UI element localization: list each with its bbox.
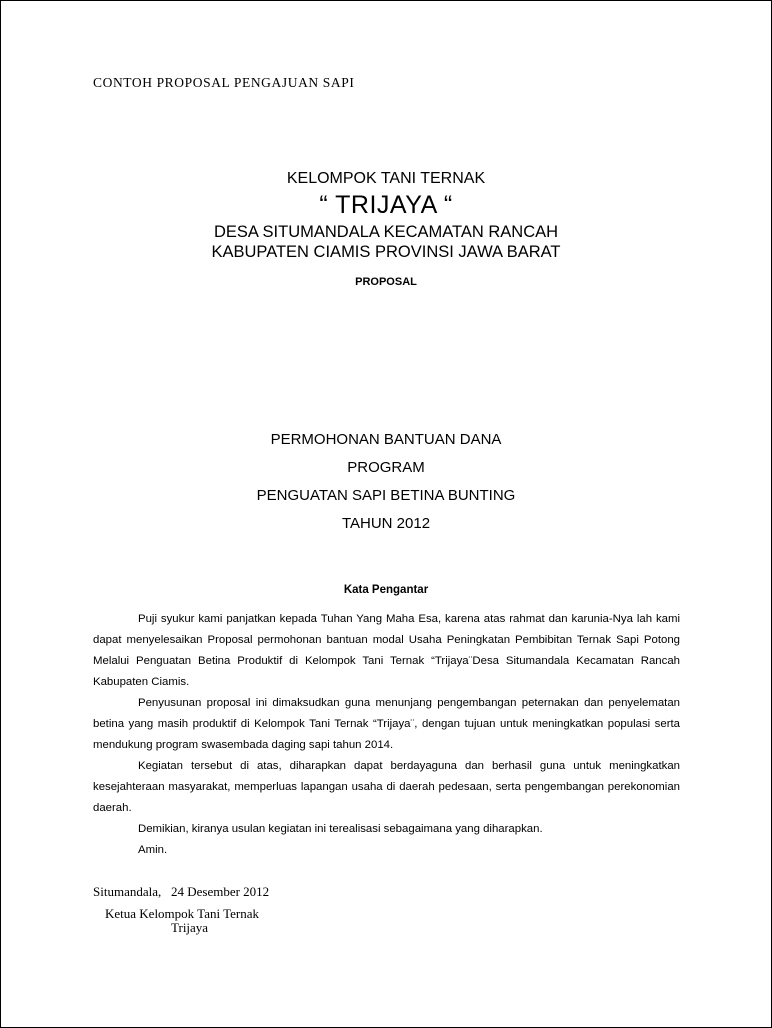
preface-heading: Kata Pengantar (343, 584, 429, 596)
signature-name: Trijaya (171, 920, 209, 935)
preface-paragraph: Puji syukur kami panjatkan kepada Tuhan Yang Maha Esa, karena atas rahmat dan karunia-Nya lah kami dapat menyelesaikan Proposal permohonan bantuan modal Usaha Peningkatan Pembibitan Ternak Sapi Potong Melalui Penguatan Betina Produktif di Kelompok Tani Ternak “Trijaya¨Desa Situmandala Kecamatan Rancah Kabupaten Ciamis. (93, 613, 680, 688)
subject-line-1: PERMOHONAN BANTUAN DANA (270, 431, 502, 448)
preface-amen: Amin. (138, 844, 168, 856)
cover-group-name: KELOMPOK TANI TERNAK (286, 170, 486, 187)
signature-place-date (93, 884, 269, 900)
preface-closing: Demikian, kiranya usulan kegiatan ini terealisasi sebagaimana yang diharapkan. (138, 823, 543, 835)
signature-place-date-text: Situmandala, 24 Desember 2012 (93, 884, 270, 899)
subject-line-4: TAHUN 2012 (341, 515, 431, 532)
preface-paragraph: Penyusunan proposal ini dimaksudkan guna menunjang pengembangan peternakan dan penyelematan betina yang masih produktif di Kelompok Tani Ternak “Trijaya¨, dengan tujuan untuk meningkatkan populasi serta mendukung program swasembada daging sapi tahun 2014. (93, 697, 680, 751)
signature-role: Ketua Kelompok Tani Ternak (105, 906, 260, 921)
subject-line-2: PROGRAM (347, 459, 425, 476)
preface-body (93, 609, 680, 861)
preface-paragraph: Kegiatan tersebut di atas, diharapkan dapat berdayaguna dan berhasil guna untuk meningkatkan kesejahteraan masyarakat, memperluas lapangan usaha di daerah pedesaan, serta pengembangan perekonomian daerah. (93, 760, 680, 814)
subject-line-3: PENGUATAN SAPI BETINA BUNTING (256, 487, 516, 504)
cover-regency-line: KABUPATEN CIAMIS PROVINSI JAWA BARAT (211, 243, 561, 261)
cover-organization-name: “ TRIJAYA “ (319, 191, 453, 219)
cover-village-line: DESA SITUMANDALA KECAMATAN RANCAH (213, 223, 559, 241)
document-header-title: CONTOH PROPOSAL PENGAJUAN SAPI (93, 75, 355, 90)
cover-proposal-label: PROPOSAL (355, 276, 417, 288)
